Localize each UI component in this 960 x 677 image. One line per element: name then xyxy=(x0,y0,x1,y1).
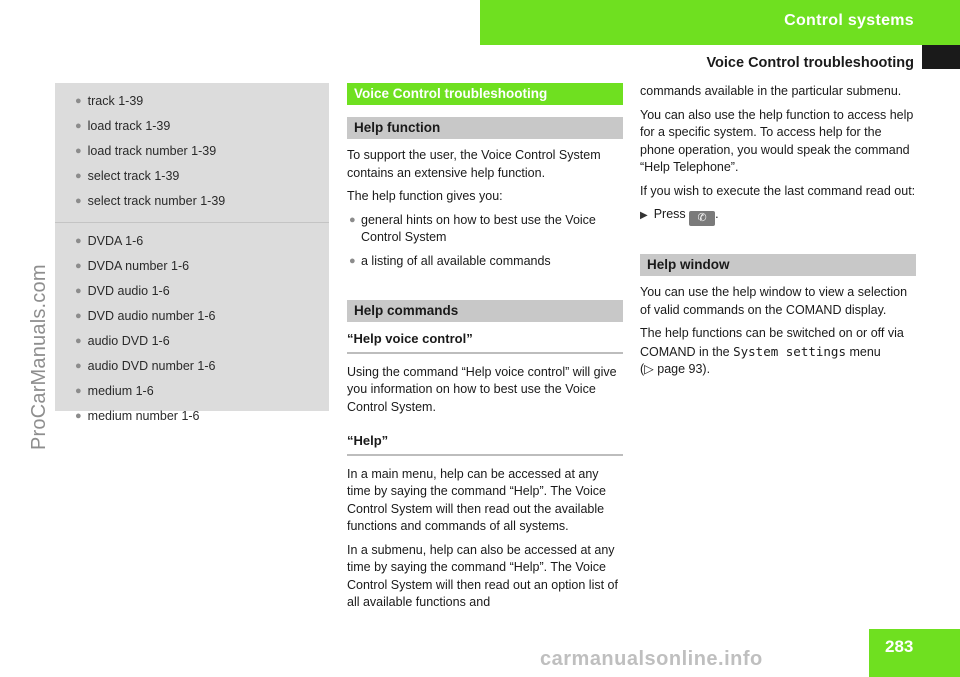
help-function-gives: The help function gives you: xyxy=(347,189,503,203)
command-item: ● audio DVD 1-6 xyxy=(75,334,170,348)
command-item: ● select track 1-39 xyxy=(75,169,180,183)
command-item: ● load track 1-39 xyxy=(75,119,171,133)
section-title: Control systems xyxy=(784,12,914,29)
list-item: ● a listing of all available commands xyxy=(349,253,551,268)
right-column xyxy=(640,83,916,385)
command-item: ● medium 1-6 xyxy=(75,384,154,398)
help-function-intro: To support the user, the Voice Control System contains an extensive help function. xyxy=(347,148,601,180)
page-number-tab xyxy=(869,629,960,677)
help-voice-control-subheading: “Help voice control” xyxy=(347,330,623,354)
voice-control-button-icon: ✆ xyxy=(689,211,715,226)
help-voice-control-text: Using the command “Help voice control” will give you information on how to best use the Voice Control System. xyxy=(347,364,617,414)
bottom-watermark: carmanualsonline.info xyxy=(540,648,763,670)
command-item: ● DVD audio number 1-6 xyxy=(75,309,216,323)
section-heading: Voice Control troubleshooting xyxy=(347,83,623,105)
help-subheading: “Help” xyxy=(347,432,623,456)
list-item: ● general hints on how to best use the Voice Control System xyxy=(349,212,596,244)
help-window-heading: Help window xyxy=(640,254,916,276)
header-tab-marker xyxy=(922,45,960,69)
command-list-box xyxy=(55,83,329,423)
command-item: ● DVD audio 1-6 xyxy=(75,284,170,298)
side-watermark: ProCarManuals.com xyxy=(28,264,50,450)
command-item: ● audio DVD number 1-6 xyxy=(75,359,216,373)
help-submenu-text: In a submenu, help can also be accessed at any time by saying the command “Help”. The Voice Control System will then read out an option list of all available functions and xyxy=(347,542,618,609)
help-window-settings-text: The help functions can be switched on or off via COMAND in the System settings menu (▷ page 93). xyxy=(640,326,904,376)
subsection-title: Voice Control troubleshooting xyxy=(706,55,914,71)
system-settings-menu-name: System settings xyxy=(733,343,846,359)
command-item: ● DVDA number 1-6 xyxy=(75,259,190,273)
help-function-heading: Help function xyxy=(347,117,623,139)
command-item: ● load track number 1-39 xyxy=(75,144,217,158)
command-item: ● medium number 1-6 xyxy=(75,409,200,423)
system-help-text: You can also use the help function to access help for a specific system. To access help for the phone operation, you would speak the command “Help Telephone”. xyxy=(640,107,914,174)
command-item: ● DVDA 1-6 xyxy=(75,234,144,248)
help-commands-heading: Help commands xyxy=(347,300,623,322)
command-item: ● select track number 1-39 xyxy=(75,194,226,208)
help-main-menu-text: In a main menu, help can be accessed at any time by saying the command “Help”. The Voice Control System will then read out the available functions and commands of all systems. xyxy=(347,466,606,533)
continued-text: commands available in the particular submenu. xyxy=(640,84,902,98)
arrow-icon: ▶ xyxy=(640,210,648,221)
middle-column xyxy=(347,83,623,618)
page-reference: (▷ page 93). xyxy=(640,362,711,376)
press-instruction: ▶ Press ✆ . xyxy=(640,207,719,224)
page-number: 283 xyxy=(885,637,914,656)
command-group-dvd xyxy=(55,222,329,429)
repeat-command-text: If you wish to execute the last command read out: xyxy=(640,183,916,198)
command-item: ● track 1-39 xyxy=(75,94,144,108)
help-window-text: You can use the help window to view a selection of valid commands on the COMAND display. xyxy=(640,285,908,317)
command-group-track xyxy=(55,83,329,214)
